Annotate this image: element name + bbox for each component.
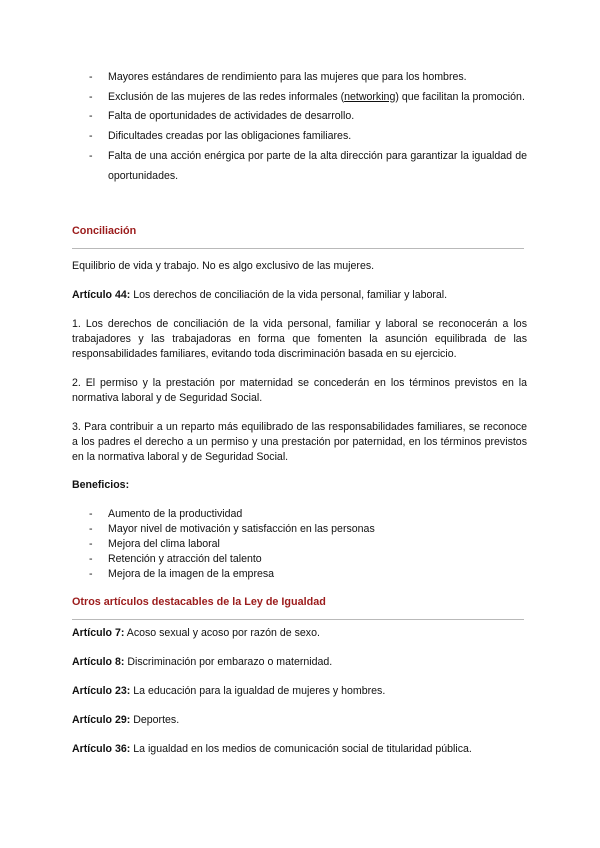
section-divider	[72, 619, 524, 620]
article-label: Artículo 8:	[72, 656, 125, 668]
list-item: - Falta de una acción enérgica por parte de la alta dirección para garantizar la igualdad de oportunidades.	[89, 147, 527, 186]
networking-term: networking	[344, 90, 396, 103]
section-divider	[72, 248, 524, 249]
beneficios-heading: Beneficios:	[72, 479, 130, 491]
article-44: Artículo 44: Los derechos de conciliación de la vida personal, familiar y laboral.	[72, 289, 448, 301]
list-item: - Falta de oportunidades de actividades de desarrollo.	[89, 107, 527, 127]
beneficios-list	[89, 507, 527, 582]
article-label: Artículo 36:	[72, 743, 131, 755]
list-item: - Exclusión de las mujeres de las redes informales (networking) que facilitan la promoción.	[89, 88, 527, 108]
list-item: - Retención y atracción del talento	[89, 552, 527, 567]
list-item: - Mejora del clima laboral	[89, 537, 527, 552]
list-item: - Mayor nivel de motivación y satisfacción en las personas	[89, 522, 527, 537]
list-item: - Mejora de la imagen de la empresa	[89, 567, 527, 582]
article-label: Artículo 44:	[72, 289, 131, 301]
article-label: Artículo 23:	[72, 685, 131, 697]
list-item: - Aumento de la productividad	[89, 507, 527, 522]
article-44-paragraph-3: 3. Para contribuir a un reparto más equilibrado de las responsabilidades familiares, se reconoce a los padres el derecho a un permiso y una prestación por paternidad, en los términos previstos en la normativa laboral y de Seguridad Social.	[72, 421, 527, 464]
section-heading-conciliacion: Conciliación	[72, 225, 137, 237]
section-heading-otros-articulos: Otros artículos destacables de la Ley de Igualdad	[72, 596, 326, 608]
article-7: Artículo 7: Acoso sexual y acoso por razón de sexo.	[72, 627, 320, 639]
article-29: Artículo 29: Deportes.	[72, 714, 180, 726]
article-8: Artículo 8: Discriminación por embarazo o maternidad.	[72, 656, 333, 668]
list-item: - Dificultades creadas por las obligaciones familiares.	[89, 127, 527, 147]
top-bullet-list	[89, 68, 527, 186]
conciliacion-intro: Equilibrio de vida y trabajo. No es algo exclusivo de las mujeres.	[72, 260, 375, 272]
article-44-paragraph-1: 1. Los derechos de conciliación de la vida personal, familiar y laboral se reconocerán a los trabajadores y las trabajadoras en forma que fomenten la asunción equilibrada de las responsabilidades familiares, evitando toda discriminación basada en su ejercicio.	[72, 318, 527, 361]
article-label: Artículo 29:	[72, 714, 131, 726]
article-label: Artículo 7:	[72, 627, 125, 639]
list-item: - Mayores estándares de rendimiento para las mujeres que para los hombres.	[89, 68, 527, 88]
article-44-paragraph-2: 2. El permiso y la prestación por maternidad se concederán en los términos previstos en la normativa laboral y de Seguridad Social.	[72, 377, 527, 405]
article-23: Artículo 23: La educación para la igualdad de mujeres y hombres.	[72, 685, 386, 697]
article-36: Artículo 36: La igualdad en los medios de comunicación social de titularidad pública.	[72, 743, 472, 755]
